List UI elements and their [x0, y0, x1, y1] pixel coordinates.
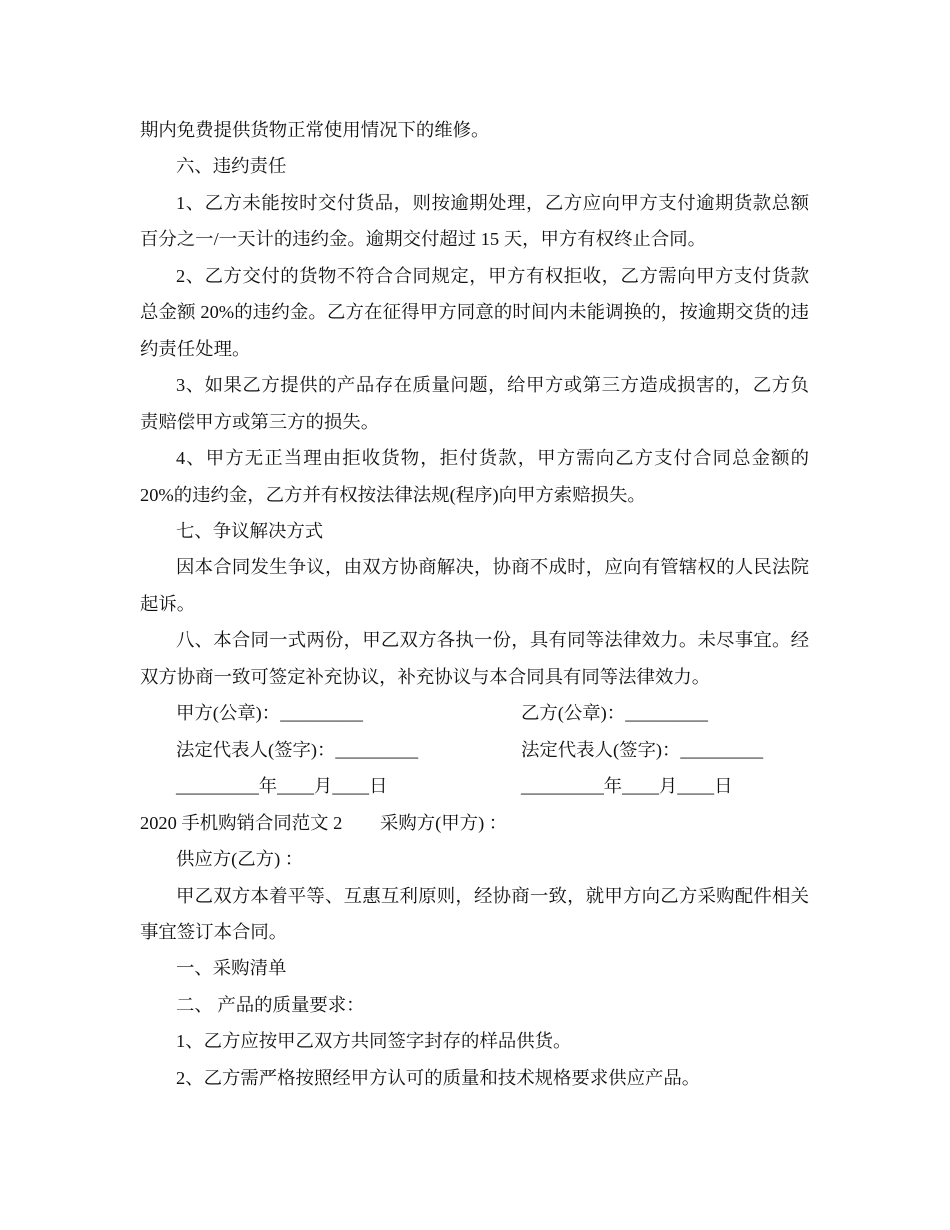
clause1-line2: 百分之一/一天计的违约金。逾期交付超过 15 天，甲方有权终止合同。 [140, 229, 707, 250]
section8-line1: 八、本合同一式两份，甲乙双方各执一份，具有同等法律效力。未尽事宜。经 [176, 630, 809, 651]
signature-date-row [176, 768, 809, 804]
signature-seal-row [176, 695, 809, 731]
contract2-section1-heading: 一、采购清单 [176, 958, 287, 979]
party-b-representative: 法定代表人(签字)：_________ [521, 739, 764, 760]
section7-line2: 起诉。 [140, 593, 196, 614]
party-a-representative: 法定代表人(签字)：_________ [176, 739, 419, 760]
clause1-line1: 1、乙方未能按时交付货品，则按逾期处理，乙方应向甲方支付逾期货款总额 [176, 192, 809, 213]
clause4-line2: 20%的违约金，乙方并有权按法律法规(程序)向甲方索赔损失。 [140, 484, 646, 505]
continuation-line: 期内免费提供货物正常使用情况下的维修。 [140, 120, 490, 140]
section8-line2: 双方协商一致可签定补充协议，补充协议与本合同具有同等法律效力。 [140, 666, 711, 687]
contract2-preamble-line2: 事宜签订本合同。 [140, 921, 288, 942]
contract2-title: 2020 手机购销合同范文 2 [140, 812, 343, 833]
party-b-seal: 乙方(公章)：_________ [521, 703, 708, 724]
party-a-date: _________年____月____日 [176, 776, 388, 797]
party-b-date: _________年____月____日 [521, 776, 733, 797]
clause2-line1: 2、乙方交付的货物不符合合同规定，甲方有权拒收，乙方需向甲方支付货款 [176, 265, 809, 286]
party-a-seal: 甲方(公章)：_________ [176, 703, 363, 724]
section7-heading: 七、争议解决方式 [176, 520, 324, 541]
section7-line1: 因本合同发生争议，由双方协商解决，协商不成时，应向有管辖权的人民法院 [176, 557, 809, 578]
document-body [0, 112, 950, 1096]
contract2-supplier: 供应方(乙方) ： [176, 849, 304, 870]
contract2-preamble-line1: 甲乙双方本着平等、互惠互利原则，经协商一致，就甲方向乙方采购配件相关 [176, 885, 809, 906]
clause2-line3: 约责任处理。 [140, 338, 251, 359]
contract2-buyer: 采购方(甲方) ： [380, 812, 508, 833]
contract2-title-row [140, 805, 809, 841]
clause2-line2: 总金额 20%的违约金。乙方在征得甲方同意的时间内未能调换的，按逾期交货的违 [140, 302, 809, 323]
quality-item-2: 2、乙方需严格按照经甲方认可的质量和技术规格要求供应产品。 [176, 1067, 701, 1088]
contract2-section2-heading: 二、 产品的质量要求： [176, 994, 365, 1015]
clause3-line2: 责赔偿甲方或第三方的损失。 [140, 411, 380, 432]
clause3-line1: 3、如果乙方提供的产品存在质量问题，给甲方或第三方造成损害的，乙方负 [176, 375, 809, 396]
clause4-line1: 4、甲方无正当理由拒收货物，拒付货款，甲方需向乙方支付合同总金额的 [176, 448, 809, 469]
signature-representative-row [176, 732, 809, 768]
quality-item-1: 1、乙方应按甲乙双方共同签字封存的样品供货。 [176, 1031, 572, 1052]
section6-heading: 六、违约责任 [176, 156, 287, 177]
